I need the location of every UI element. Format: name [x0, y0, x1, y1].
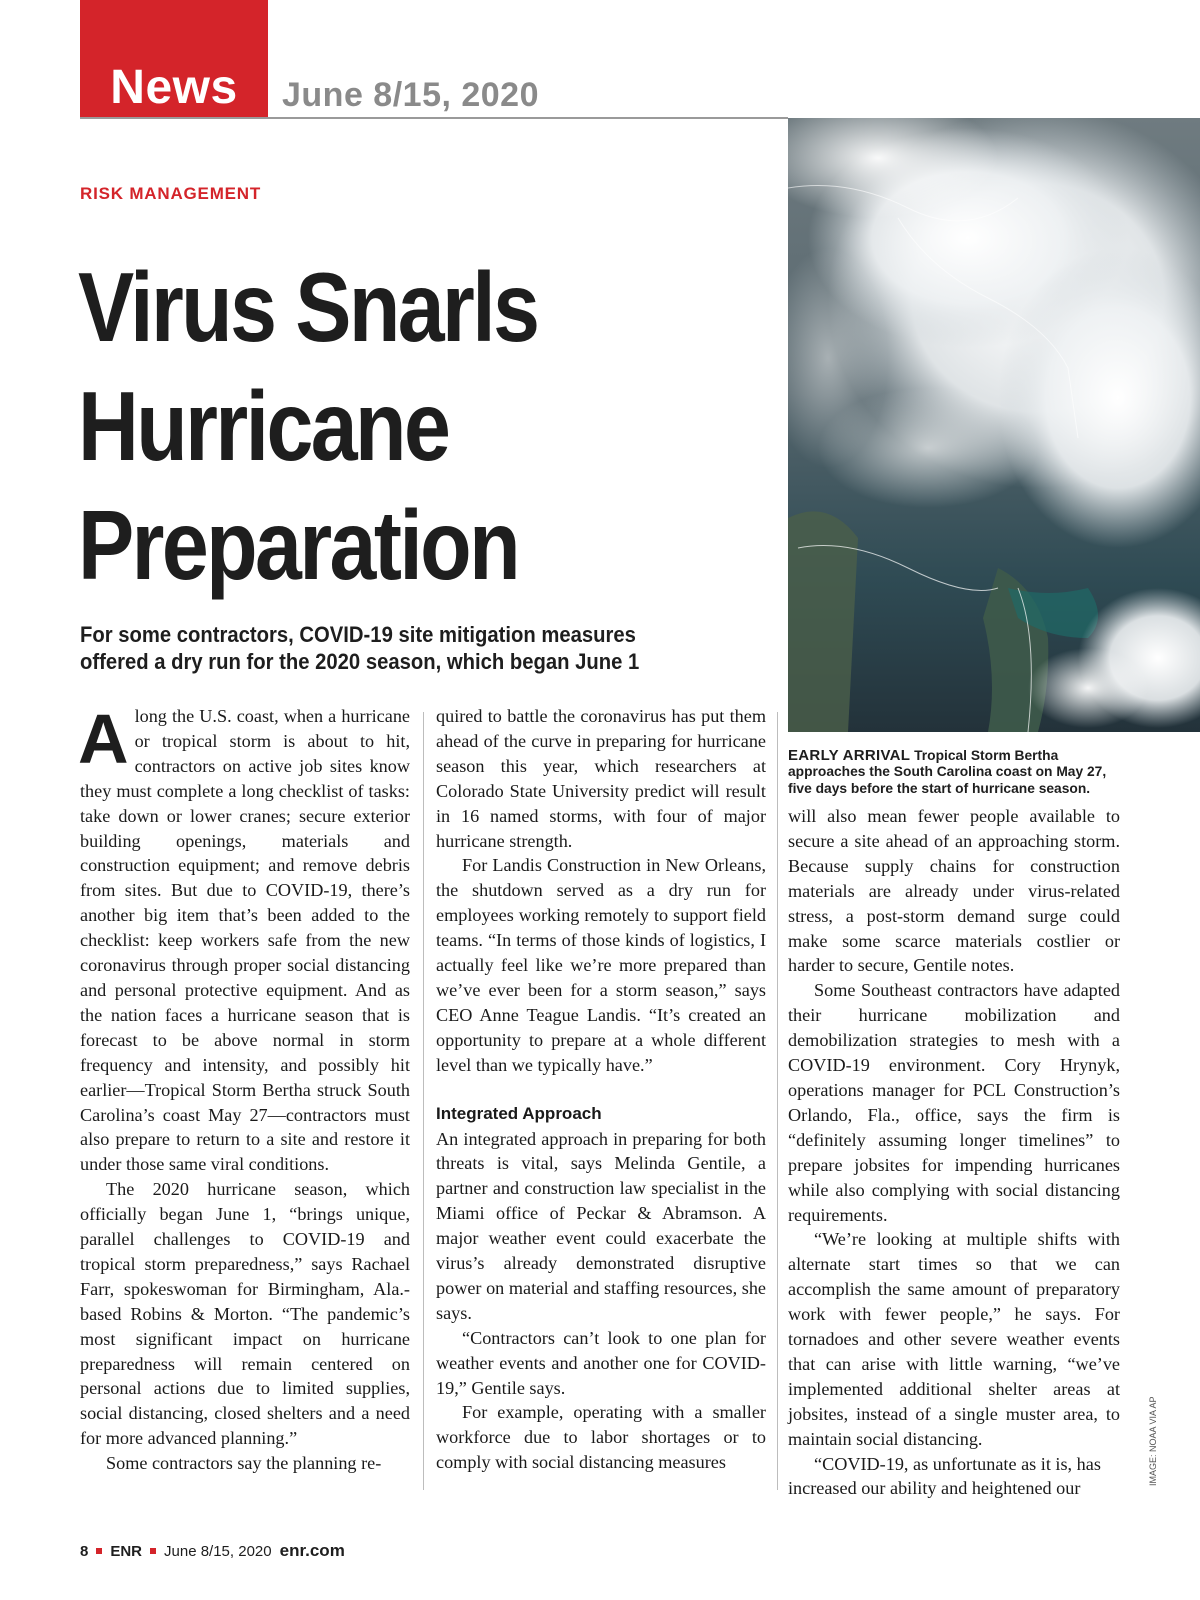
satellite-image	[788, 118, 1200, 732]
magazine-name: ENR	[110, 1542, 143, 1560]
bullet-square-icon	[150, 1548, 156, 1554]
bullet-square-icon	[96, 1548, 102, 1554]
deck-line: offered a dry run for the 2020 season, which began June 1	[80, 649, 640, 674]
headline-line: Preparation	[78, 490, 518, 600]
issue-date: June 8/15, 2020	[282, 76, 540, 114]
paragraph: quired to battle the coronavirus has put them ahead of the curve in preparing for hurricane season this year, which researchers at Colorado State University predict will result in 16 named storms, with four of major hurricane strength.	[436, 706, 766, 851]
headline-line: Virus Snarls	[78, 252, 538, 362]
paragraph-text: long the U.S. coast, when a hurricane or tropical storm is about to hit, contractors on active job sites know they must complete a long checklist of tasks: take down or lower cranes; secure exterior building openings, materials and construction equipment; and remove debris from sites. But due to COVID-19, there’s another big item that’s been added to the checklist: keep workers safe from the new coronavirus through proper social distancing and personal protective equipment. And as the nation faces a hurricane season that is forecast to be above normal in storm frequency and intensity, and possibly hit earlier—Tropical Storm Bertha struck South Carolina’s coast May 27—contractors must also prepare to return to a site and restore it under those same viral conditions.	[80, 706, 410, 1175]
column-rule	[423, 712, 424, 1490]
photo-caption	[788, 748, 1108, 797]
satellite-photo	[788, 118, 1200, 732]
paragraph	[78, 700, 410, 1177]
page-footer	[80, 1541, 345, 1561]
drop-cap: A	[78, 700, 129, 778]
subhead: Integrated Approach	[436, 1103, 602, 1123]
section-tag: News	[80, 0, 268, 118]
deck-line: For some contractors, COVID-19 site mitigation measures	[80, 622, 636, 647]
paragraph: For example, operating with a smaller workforce due to labor shortages or to comply with social distancing measures	[436, 1402, 766, 1473]
paragraph: “Contractors can’t look to one plan for weather events and another one for COVID-19,” Gentile says.	[436, 1327, 766, 1398]
paragraph: will also mean fewer people available to secure a site ahead of an approaching storm. Because supply chains for construction materials are already under virus-related stress, a post-storm demand surge could make some scarce materials costlier or harder to secure, Gentile notes.	[788, 806, 1120, 976]
deck	[80, 621, 728, 675]
photo-credit: IMAGE: NOAA VIA AP	[1148, 1396, 1158, 1486]
column-rule	[777, 712, 778, 1490]
paragraph: The 2020 hurricane season, which officially began June 1, “brings unique, parallel challenges to COVID-19 and tropical storm preparedness,” says Rachael Farr, spokeswoman for Birmingham, Ala.-based Robins & Morton. “The pandemic’s most significant impact on hurricane preparedness will remain centered on personal actions due to limited supplies, social distancing, closed shelters and a need for more advanced planning.”	[80, 1179, 410, 1449]
paragraph: Some Southeast contractors have adapted their hurricane mobilization and demobilization strategies to mesh with a COVID-19 environment. Cory Hrynyk, operations manager for PCL Construction’s Orlando, Fla., office, says the firm is “definitely assuming longer timelines” to prepare jobsites for impending hurricanes while also complying with social distancing requirements.	[788, 980, 1120, 1225]
caption-label: EARLY ARRIVAL	[788, 747, 911, 764]
article-column-3	[788, 804, 1120, 1501]
paragraph: “COVID-19, as unfortunate as it is, has increased our ability and heightened our	[788, 1453, 1101, 1499]
paragraph: Some contractors say the planning re-	[106, 1453, 382, 1474]
site-link[interactable]: enr.com	[279, 1541, 345, 1560]
page-number: 8	[80, 1542, 89, 1560]
paragraph: “We’re looking at multiple shifts with alternate start times so that we can accomplish the same amount of preparatory work with fewer people,” he says. For tornadoes and other severe weather events that can arise with little warning, “we’ve implemented additional shelter areas at jobsites, instead of a single muster area, to maintain social distancing.	[788, 1229, 1120, 1449]
footer-date: June 8/15, 2020	[164, 1542, 272, 1560]
headline-line: Hurricane	[78, 371, 449, 481]
headline	[78, 248, 680, 605]
article-column-2	[436, 704, 766, 1475]
kicker: RISK MANAGEMENT	[80, 184, 262, 203]
article-column-1	[78, 700, 410, 1476]
header-rule	[80, 117, 788, 119]
caption-text: Tropical Storm Bertha approaches the South Carolina coast on May 27, five days before the start of hurricane season.	[788, 748, 1107, 796]
paragraph: An integrated approach in preparing for both threats is vital, says Melinda Gentile, a partner and construction law specialist in the Miami office of Peckar & Abramson. A major weather event could exacerbate the virus’s already demonstrated disruptive power on material and staffing resources, she says.	[436, 1128, 766, 1323]
paragraph: For Landis Construction in New Orleans, the shutdown served as a dry run for employees working remotely to support field teams. “In terms of those kinds of logistics, I actually feel like we’re more prepared than we’ve ever been for a storm season,” says CEO Anne Teague Landis. “It’s created an opportunity to prepare at a whole different level than we typically have.”	[436, 855, 766, 1075]
